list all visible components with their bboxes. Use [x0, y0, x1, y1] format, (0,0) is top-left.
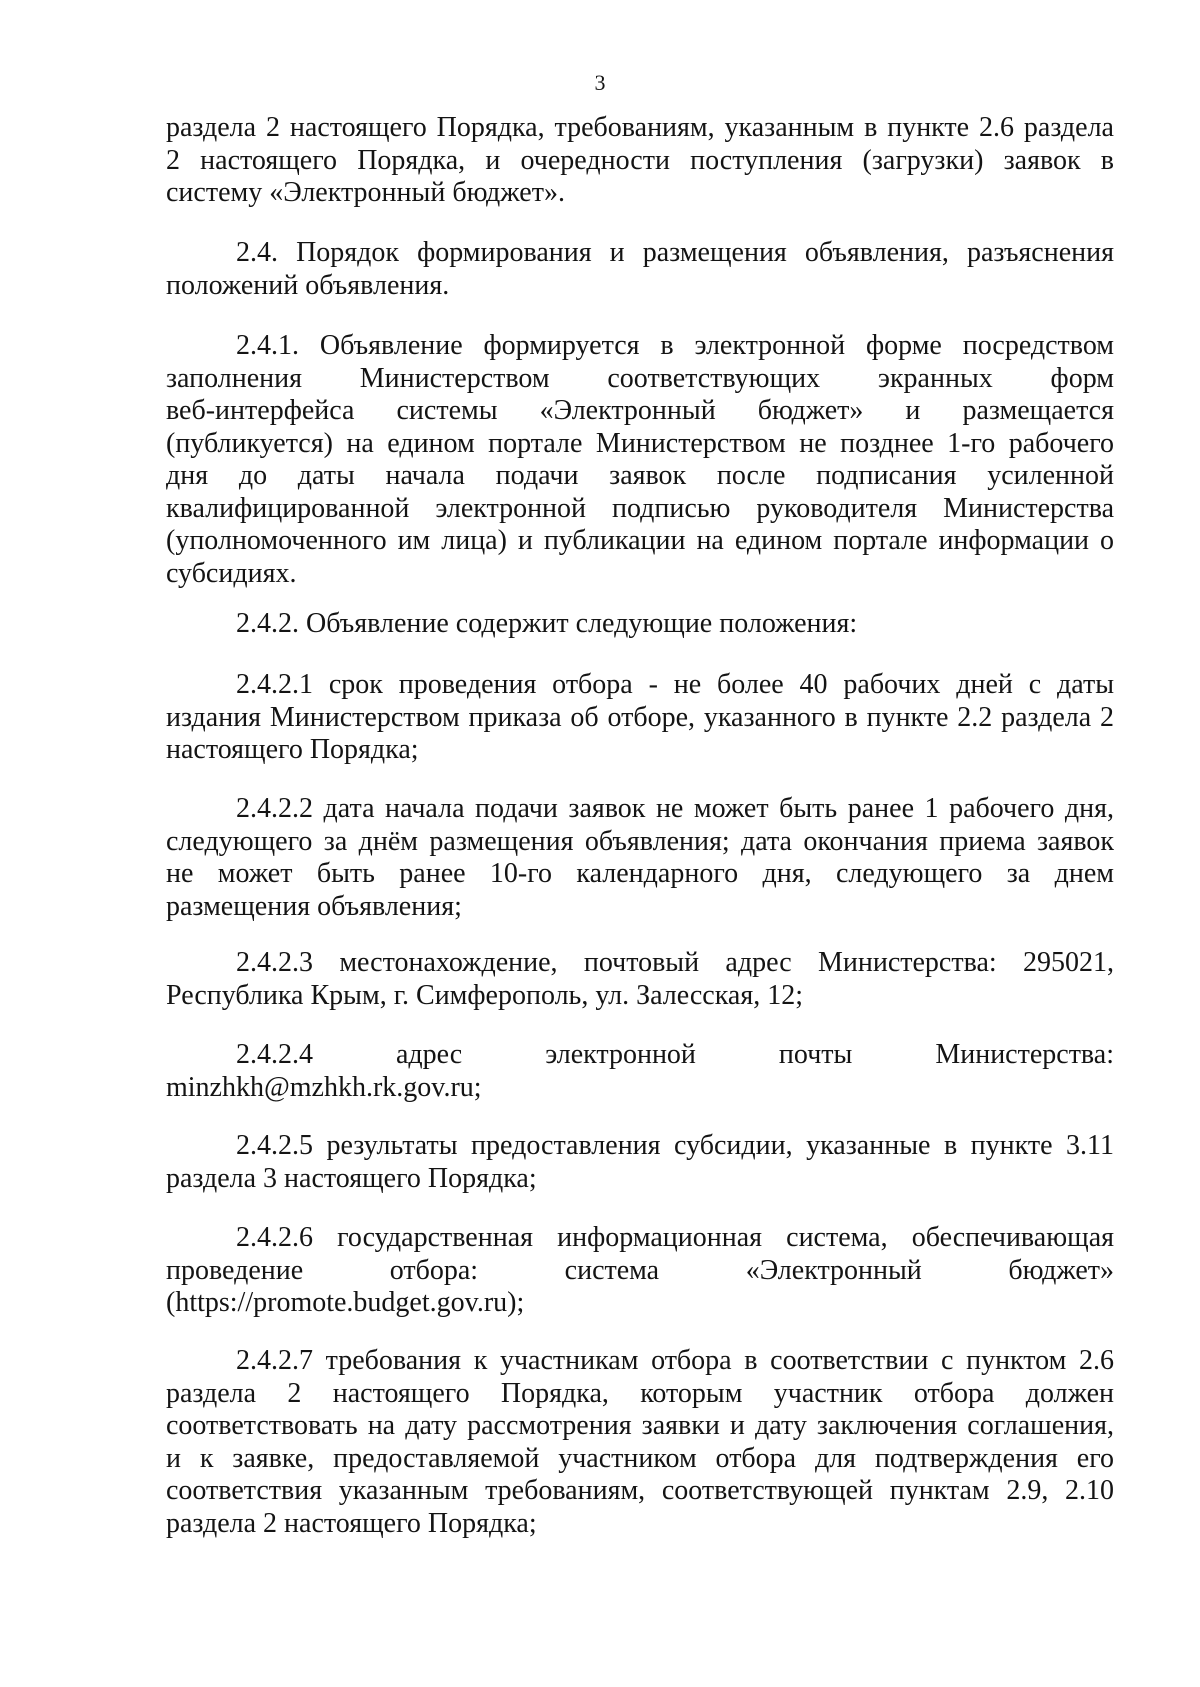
text-line: соответствовать на дату рассмотрения заявки и дату заключения соглашения,	[166, 1410, 1114, 1441]
paragraph	[166, 237, 1114, 302]
text-line: (уполномоченного им лица) и публикации на едином портале информации о	[166, 525, 1114, 556]
text-line: веб-интерфейса системы «Электронный бюджет» и размещается	[166, 395, 1114, 426]
text-line: 2 настоящего Порядка, и очередности поступления (загрузки) заявок в	[166, 144, 1114, 176]
text-line: 2.4.1. Объявление формируется в электронной форме посредством	[236, 330, 1114, 361]
text-line: раздела 3 настоящего Порядка;	[166, 1162, 537, 1194]
text-line: издания Министерством приказа об отборе, указанного в пункте 2.2 раздела 2	[166, 701, 1114, 733]
text-line: заполнения Министерством соответствующих экранных форм	[166, 362, 1114, 394]
text-line: систему «Электронный бюджет».	[166, 177, 565, 208]
paragraph	[166, 112, 1114, 210]
paragraph	[166, 793, 1114, 923]
paragraph	[166, 330, 1114, 590]
text-line: проведение отбора: система «Электронный бюджет»	[166, 1254, 1114, 1286]
text-line: 2.4.2. Объявление содержит следующие положения:	[236, 608, 858, 639]
text-line: раздела 2 настоящего Порядка;	[166, 1507, 537, 1539]
paragraph	[166, 669, 1114, 767]
text-line: не может быть ранее 10-го календарного дня, следующего за днем	[166, 858, 1114, 889]
text-line: Республика Крым, г. Симферополь, ул. Залесская, 12;	[166, 979, 803, 1011]
text-line: (публикуется) на едином портале Министерством не позднее 1-го рабочего	[166, 427, 1114, 459]
text-line: дня до даты начала подачи заявок после подписания усиленной	[166, 460, 1114, 491]
paragraph	[166, 1222, 1114, 1320]
email-address: minzhkh@mzhkh.rk.gov.ru;	[166, 1071, 482, 1103]
paragraph	[166, 1345, 1114, 1540]
text-line: настоящего Порядка;	[166, 734, 419, 765]
text-line: 2.4.2.1 срок проведения отбора - не более 40 рабочих дней с даты	[236, 669, 1114, 700]
website-url: (https://promote.budget.gov.ru);	[166, 1287, 525, 1318]
text-line: следующего за днём размещения объявления; дата окончания приема заявок	[166, 825, 1114, 857]
paragraph	[166, 1130, 1114, 1195]
text-line: 2.4.2.3 местонахождение, почтовый адрес Министерства: 295021,	[236, 947, 1114, 978]
paragraph	[166, 1039, 1114, 1104]
text-line: и к заявке, предоставляемой участником отбора для подтверждения его	[166, 1442, 1114, 1474]
paragraph	[166, 947, 1114, 1012]
text-line: субсидиях.	[166, 557, 297, 589]
page-number: 3	[594, 70, 606, 95]
text-line: 2.4.2.4 адрес электронной почты Министерства:	[236, 1039, 1114, 1070]
text-line: 2.4. Порядок формирования и размещения объявления, разъяснения	[236, 237, 1114, 268]
text-line: квалифицированной электронной подписью руководителя Министерства	[166, 492, 1114, 524]
text-line: 2.4.2.2 дата начала подачи заявок не может быть ранее 1 рабочего дня,	[236, 793, 1114, 824]
text-line: размещения объявления;	[166, 890, 462, 922]
text-line: 2.4.2.5 результаты предоставления субсидии, указанные в пункте 3.11	[236, 1130, 1114, 1161]
text-line: положений объявления.	[166, 269, 450, 301]
text-line: соответствия указанным требованиям, соответствующей пунктам 2.9, 2.10	[166, 1475, 1114, 1506]
paragraph	[166, 608, 1114, 641]
text-line: 2.4.2.7 требования к участникам отбора в соответствии с пунктом 2.6	[236, 1345, 1114, 1376]
text-line: раздела 2 настоящего Порядка, требованиям, указанным в пункте 2.6 раздела	[166, 112, 1114, 143]
text-line: 2.4.2.6 государственная информационная система, обеспечивающая	[236, 1222, 1114, 1253]
text-line: раздела 2 настоящего Порядка, которым участник отбора должен	[166, 1377, 1114, 1409]
